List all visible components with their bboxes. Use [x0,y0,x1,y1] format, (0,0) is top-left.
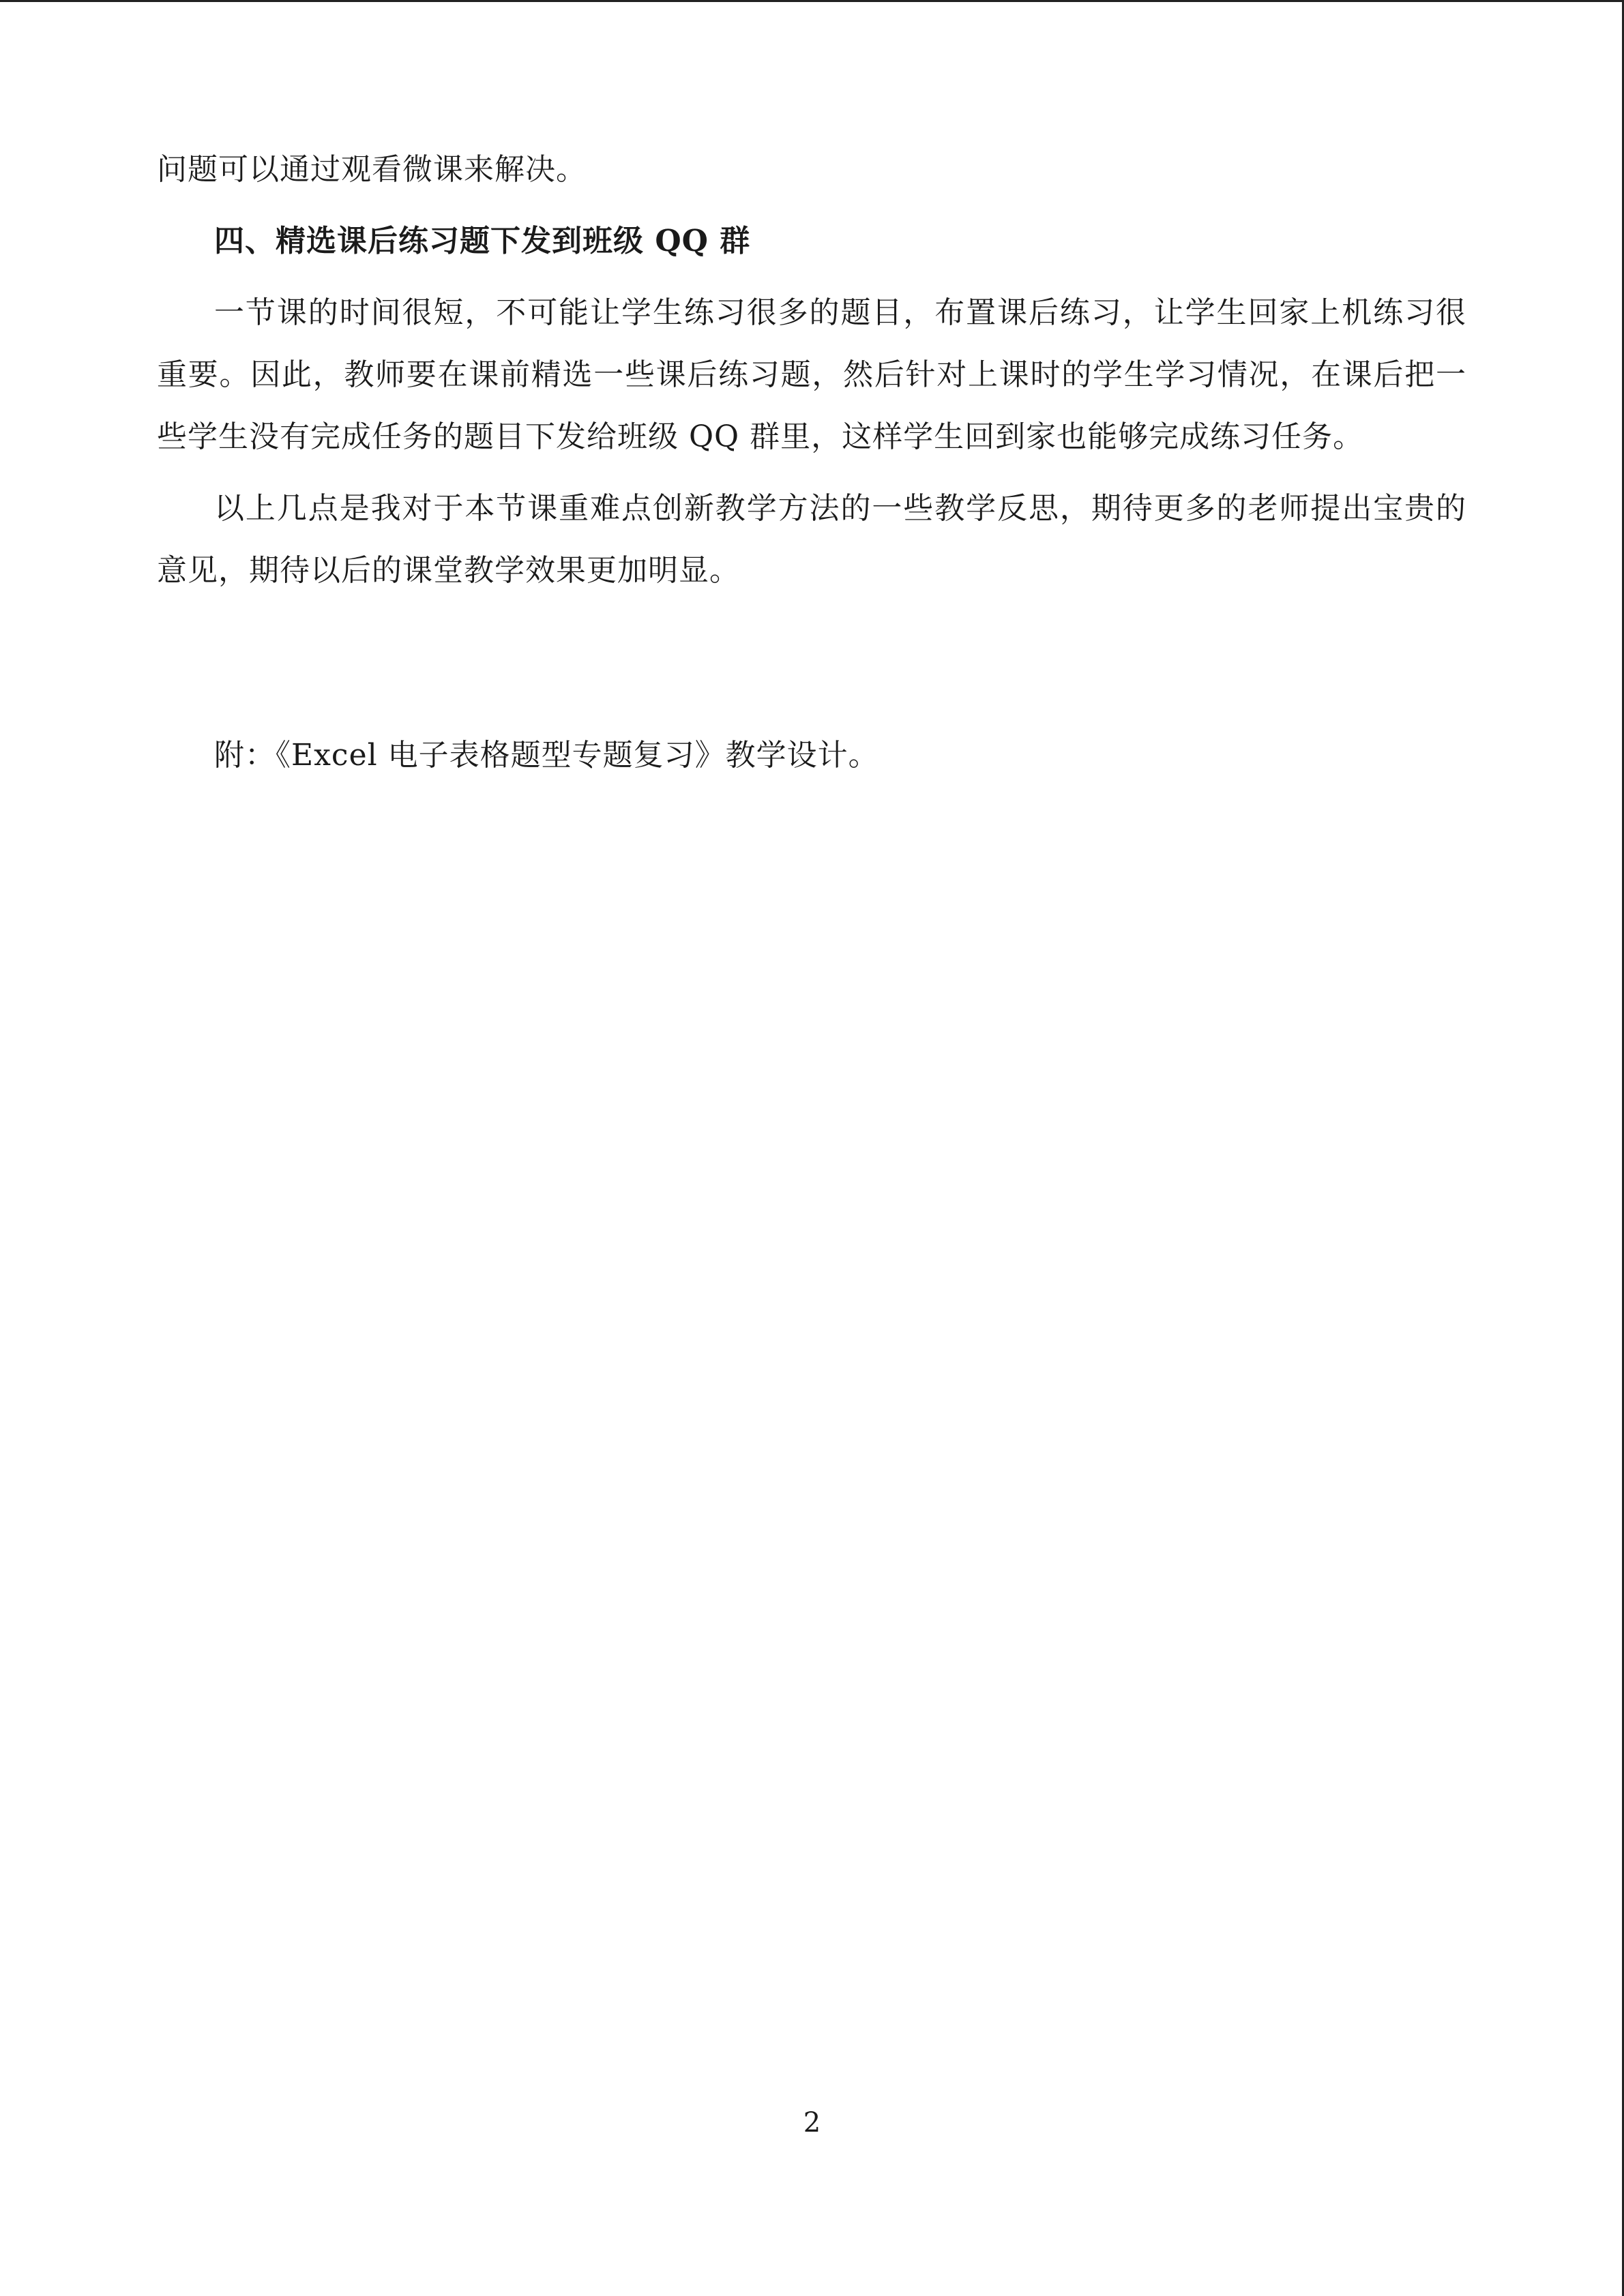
page-content [157,138,1466,786]
paragraph-appendix: 附：《Excel 电子表格题型专题复习》教学设计。 [214,738,879,773]
spacer [157,468,1466,477]
paragraph-reflection: 以上几点是我对于本节课重难点创新教学方法的一些教学反思，期待更多的老师提出宝贵的意见，期待以后的课堂教学效果更加明显。 [157,491,1466,588]
spacer [157,601,1466,724]
paragraph-exercises: 一节课的时间很短，不可能让学生练习很多的题目，布置课后练习，让学生回家上机练习很重要。因此，教师要在课前精选一些课后练习题，然后针对上课时的学生学习情况，在课后把一些学生没有完成任务的题目下发给班级 QQ 群里，这样学生回到家也能够完成练习任务。 [157,295,1466,454]
spacer [157,272,1466,282]
paragraph-continuation: 问题可以通过观看微课来解决。 [157,152,587,187]
spacer [157,200,1466,210]
section-heading-4: 四、精选课后练习题下发到班级 QQ 群 [214,224,751,258]
page-number: 2 [803,2107,821,2138]
